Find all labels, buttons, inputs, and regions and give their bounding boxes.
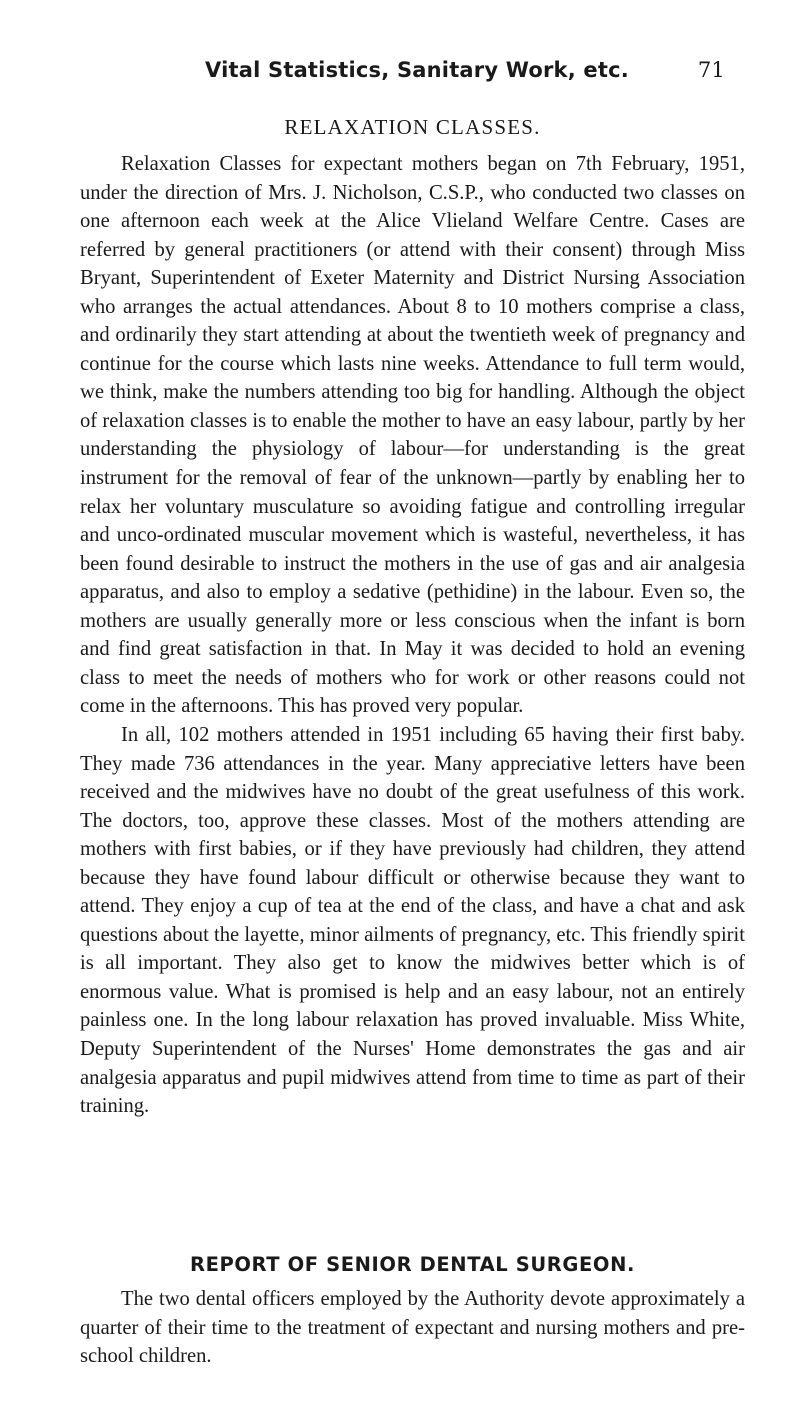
section-heading-dental-report: REPORT OF SENIOR DENTAL SURGEON.: [189, 1253, 636, 1276]
section-heading-relaxation-classes: RELAXATION CLASSES.: [284, 115, 541, 139]
paragraph-dental-officers: The two dental officers employed by the Authority devote approximately a quarter of their time to the treatment of expectant and nursing mothers and pre-school children.: [80, 1288, 745, 1368]
running-header: [205, 58, 725, 88]
paragraph-relaxation-attendance: In all, 102 mothers attended in 1951 including 65 having their first baby. They made 736 attendances in the year. Many appreciative letters have been received and the midwives have no doubt of the great usefulness of this work. The doctors, too, approve these classes. Most of the mothers attending are mothers with first babies, or if they have previously had children, they attend because they have found labour difficult or otherwise because they want to attend. They enjoy a cup of tea at the end of the class, and have a chat and ask questions about the layette, minor ailments of pregnancy, etc. This friendly spirit is all important. They also get to know the midwives better which is of enormous value. What is promised is help and an easy labour, not an entirely painless one. In the long labour relaxation has proved invaluable. Miss White, Deputy Superintendent of the Nurses' Home demonstrates the gas and air analgesia apparatus and pupil midwives attend from time to time as part of their training.: [80, 724, 745, 1118]
paragraph-relaxation-intro: Relaxation Classes for expectant mothers began on 7th February, 1951, under the direction of Mrs. J. Nicholson, C.S.P., who conducted two classes on one afternoon each week at the Alice Vlieland Welfare Centre. Cases are referred by general practitioners (or attend with their consent) through Miss Bryant, Superintendent of Exeter Maternity and District Nursing Association who arranges the actual attendances. About 8 to 10 mothers comprise a class, and ordinarily they start attending at about the twentieth week of pregnancy and continue for the course which lasts nine weeks. Attendance to full term would, we think, make the numbers attending too big for handling. Although the object of relaxation classes is to enable the mother to have an easy labour, partly by her understanding the physiology of labour—for understanding is the great instrument for the removal of fear of the unknown—partly by enabling her to relax her voluntary musculature so avoiding fatigue and controlling irregular and unco-ordinated muscular movement which is wasteful, nevertheless, it has been found desirable to instruct the mothers in the use of gas and air analgesia apparatus, and also to employ a sedative (pethidine) in the labour. Even so, the mothers are usually generally more or less conscious when the infant is born and find great satisfaction in that. In May it was decided to hold an evening class to meet the needs of mothers who for work or other reasons could not come in the afternoons. This has proved very popular.: [80, 153, 745, 718]
running-title: Vital Statistics, Sanitary Work, etc.: [205, 58, 629, 82]
page-number: 71: [697, 58, 725, 82]
